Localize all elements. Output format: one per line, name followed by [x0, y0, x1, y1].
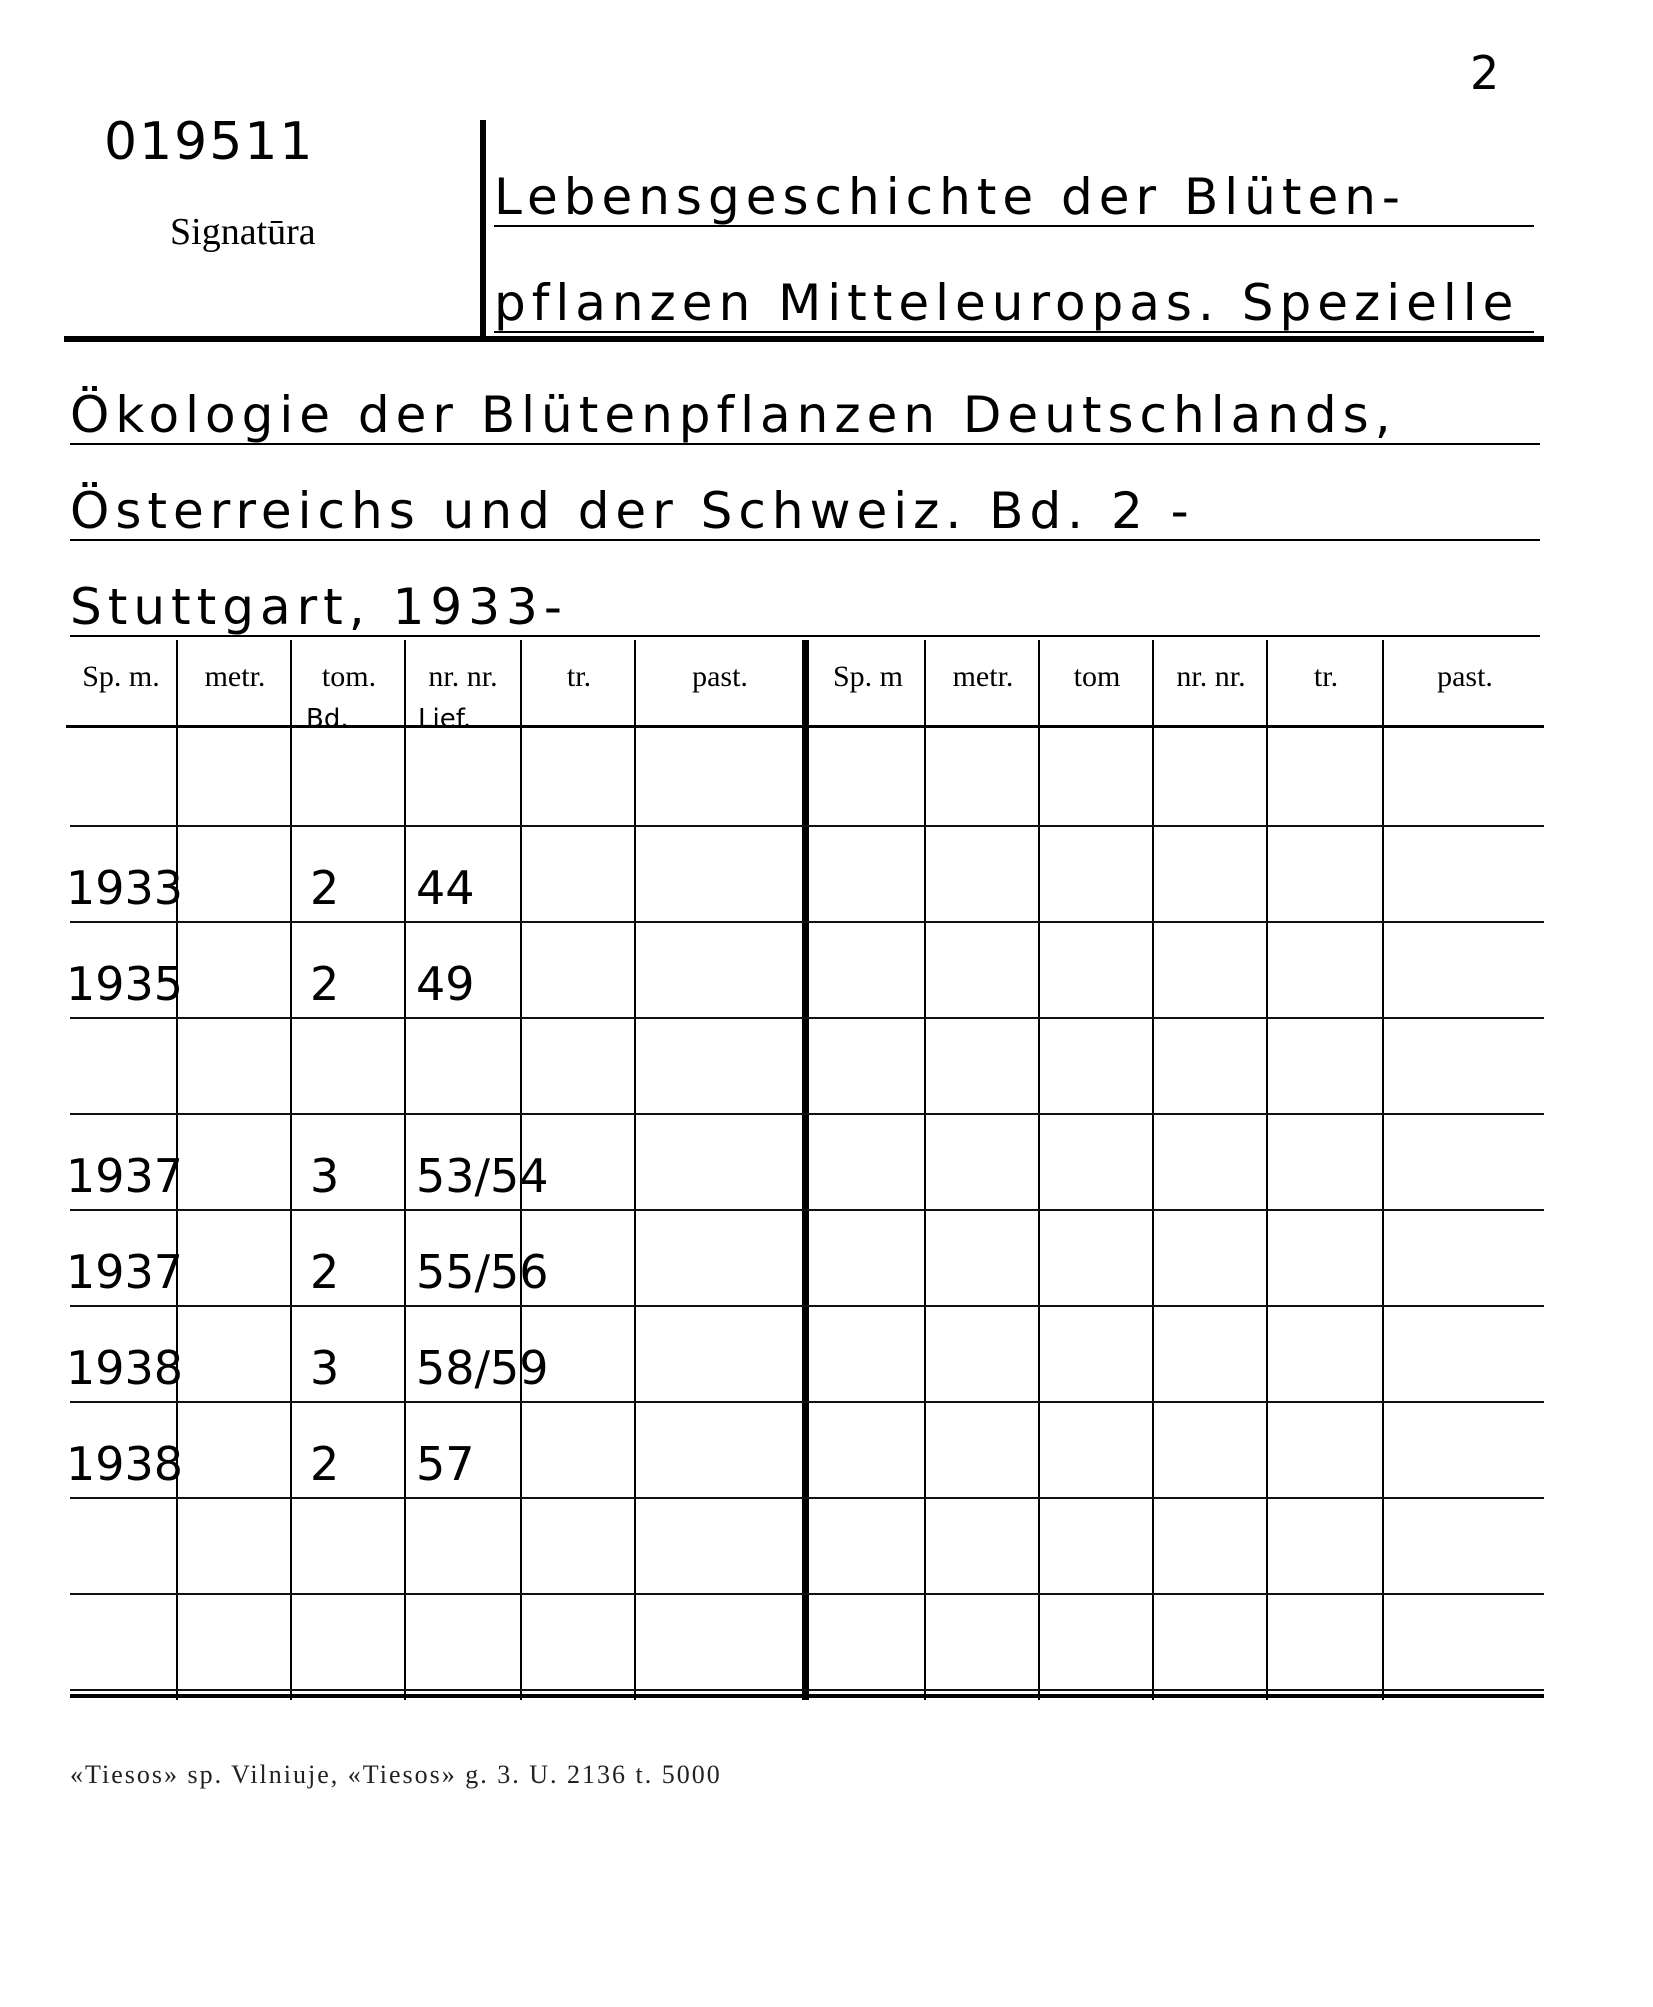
cell-year: 1938 [66, 1437, 184, 1491]
title-line-1: Lebensgeschichte der Blüten- [494, 170, 1534, 227]
row-line [70, 1209, 1544, 1211]
cell-year: 1938 [66, 1341, 184, 1395]
header-tr-right: tr. [1313, 660, 1339, 693]
header-metr-right: metr. [952, 660, 1014, 693]
cell-year: 1933 [66, 861, 184, 915]
row-line [70, 1113, 1544, 1115]
row-line [70, 1593, 1544, 1595]
header-nr: nr. nr. [428, 660, 498, 693]
cell-tom: 3 [310, 1149, 340, 1203]
cell-year: 1935 [66, 957, 184, 1011]
cell-nr: 57 [416, 1437, 475, 1491]
signature-label: Signatūra [170, 211, 316, 253]
col-divider [1152, 640, 1154, 1700]
header-past: past. [692, 660, 748, 693]
title-line-3: Ökologie der Blütenpflanzen Deutschlands, [70, 388, 1540, 445]
cell-nr: 49 [416, 957, 475, 1011]
col-divider [1038, 640, 1040, 1700]
row-line [70, 1401, 1544, 1403]
cell-tom: 2 [310, 1437, 340, 1491]
col-divider [634, 640, 636, 1700]
col-divider [924, 640, 926, 1700]
header-past-right: past. [1437, 660, 1493, 693]
title-divider [480, 120, 486, 338]
subheader-lief: Lief. [418, 704, 472, 734]
row-line [70, 921, 1544, 923]
header-sp-m-right: Sp. m [832, 660, 904, 693]
col-divider [290, 640, 292, 1700]
page-number: 2 [1470, 46, 1506, 100]
cell-year: 1937 [66, 1245, 184, 1299]
title-line-2: pflanzen Mitteleuropas. Spezielle [494, 276, 1534, 333]
title-line-4: Österreichs und der Schweiz. Bd. 2 - [70, 484, 1540, 541]
cell-nr: 55/56 [416, 1245, 549, 1299]
cell-tom: 3 [310, 1341, 340, 1395]
cell-tom: 2 [310, 861, 340, 915]
row-line [70, 1017, 1544, 1019]
header-metr: metr. [204, 660, 266, 693]
header-tr: tr. [566, 660, 592, 693]
row-line [70, 1497, 1544, 1499]
title-line-5: Stuttgart, 1933- [70, 580, 1540, 637]
col-divider [1266, 640, 1268, 1700]
cell-nr: 44 [416, 861, 475, 915]
col-divider [404, 640, 406, 1700]
header-rule [64, 336, 1544, 342]
center-divider [802, 640, 809, 1700]
row-line [70, 825, 1544, 827]
subheader-bd: Bd. [306, 704, 349, 734]
catalog-number: 019511 [104, 112, 315, 172]
cell-nr: 53/54 [416, 1149, 549, 1203]
row-line [70, 1689, 1544, 1691]
header-nr-right: nr. nr. [1176, 660, 1246, 693]
printer-footer: «Tiesos» sp. Vilniuje, «Tiesos» g. 3. U. 2136 t. 5000 [70, 1760, 722, 1789]
cell-tom: 2 [310, 1245, 340, 1299]
header-tom-right: tom [1073, 660, 1121, 693]
cell-nr: 58/59 [416, 1341, 549, 1395]
cell-year: 1937 [66, 1149, 184, 1203]
header-tom: tom. [321, 660, 377, 693]
cell-tom: 2 [310, 957, 340, 1011]
header-sp-m: Sp. m. [82, 660, 160, 693]
row-line [70, 1305, 1544, 1307]
col-divider [1382, 640, 1384, 1700]
